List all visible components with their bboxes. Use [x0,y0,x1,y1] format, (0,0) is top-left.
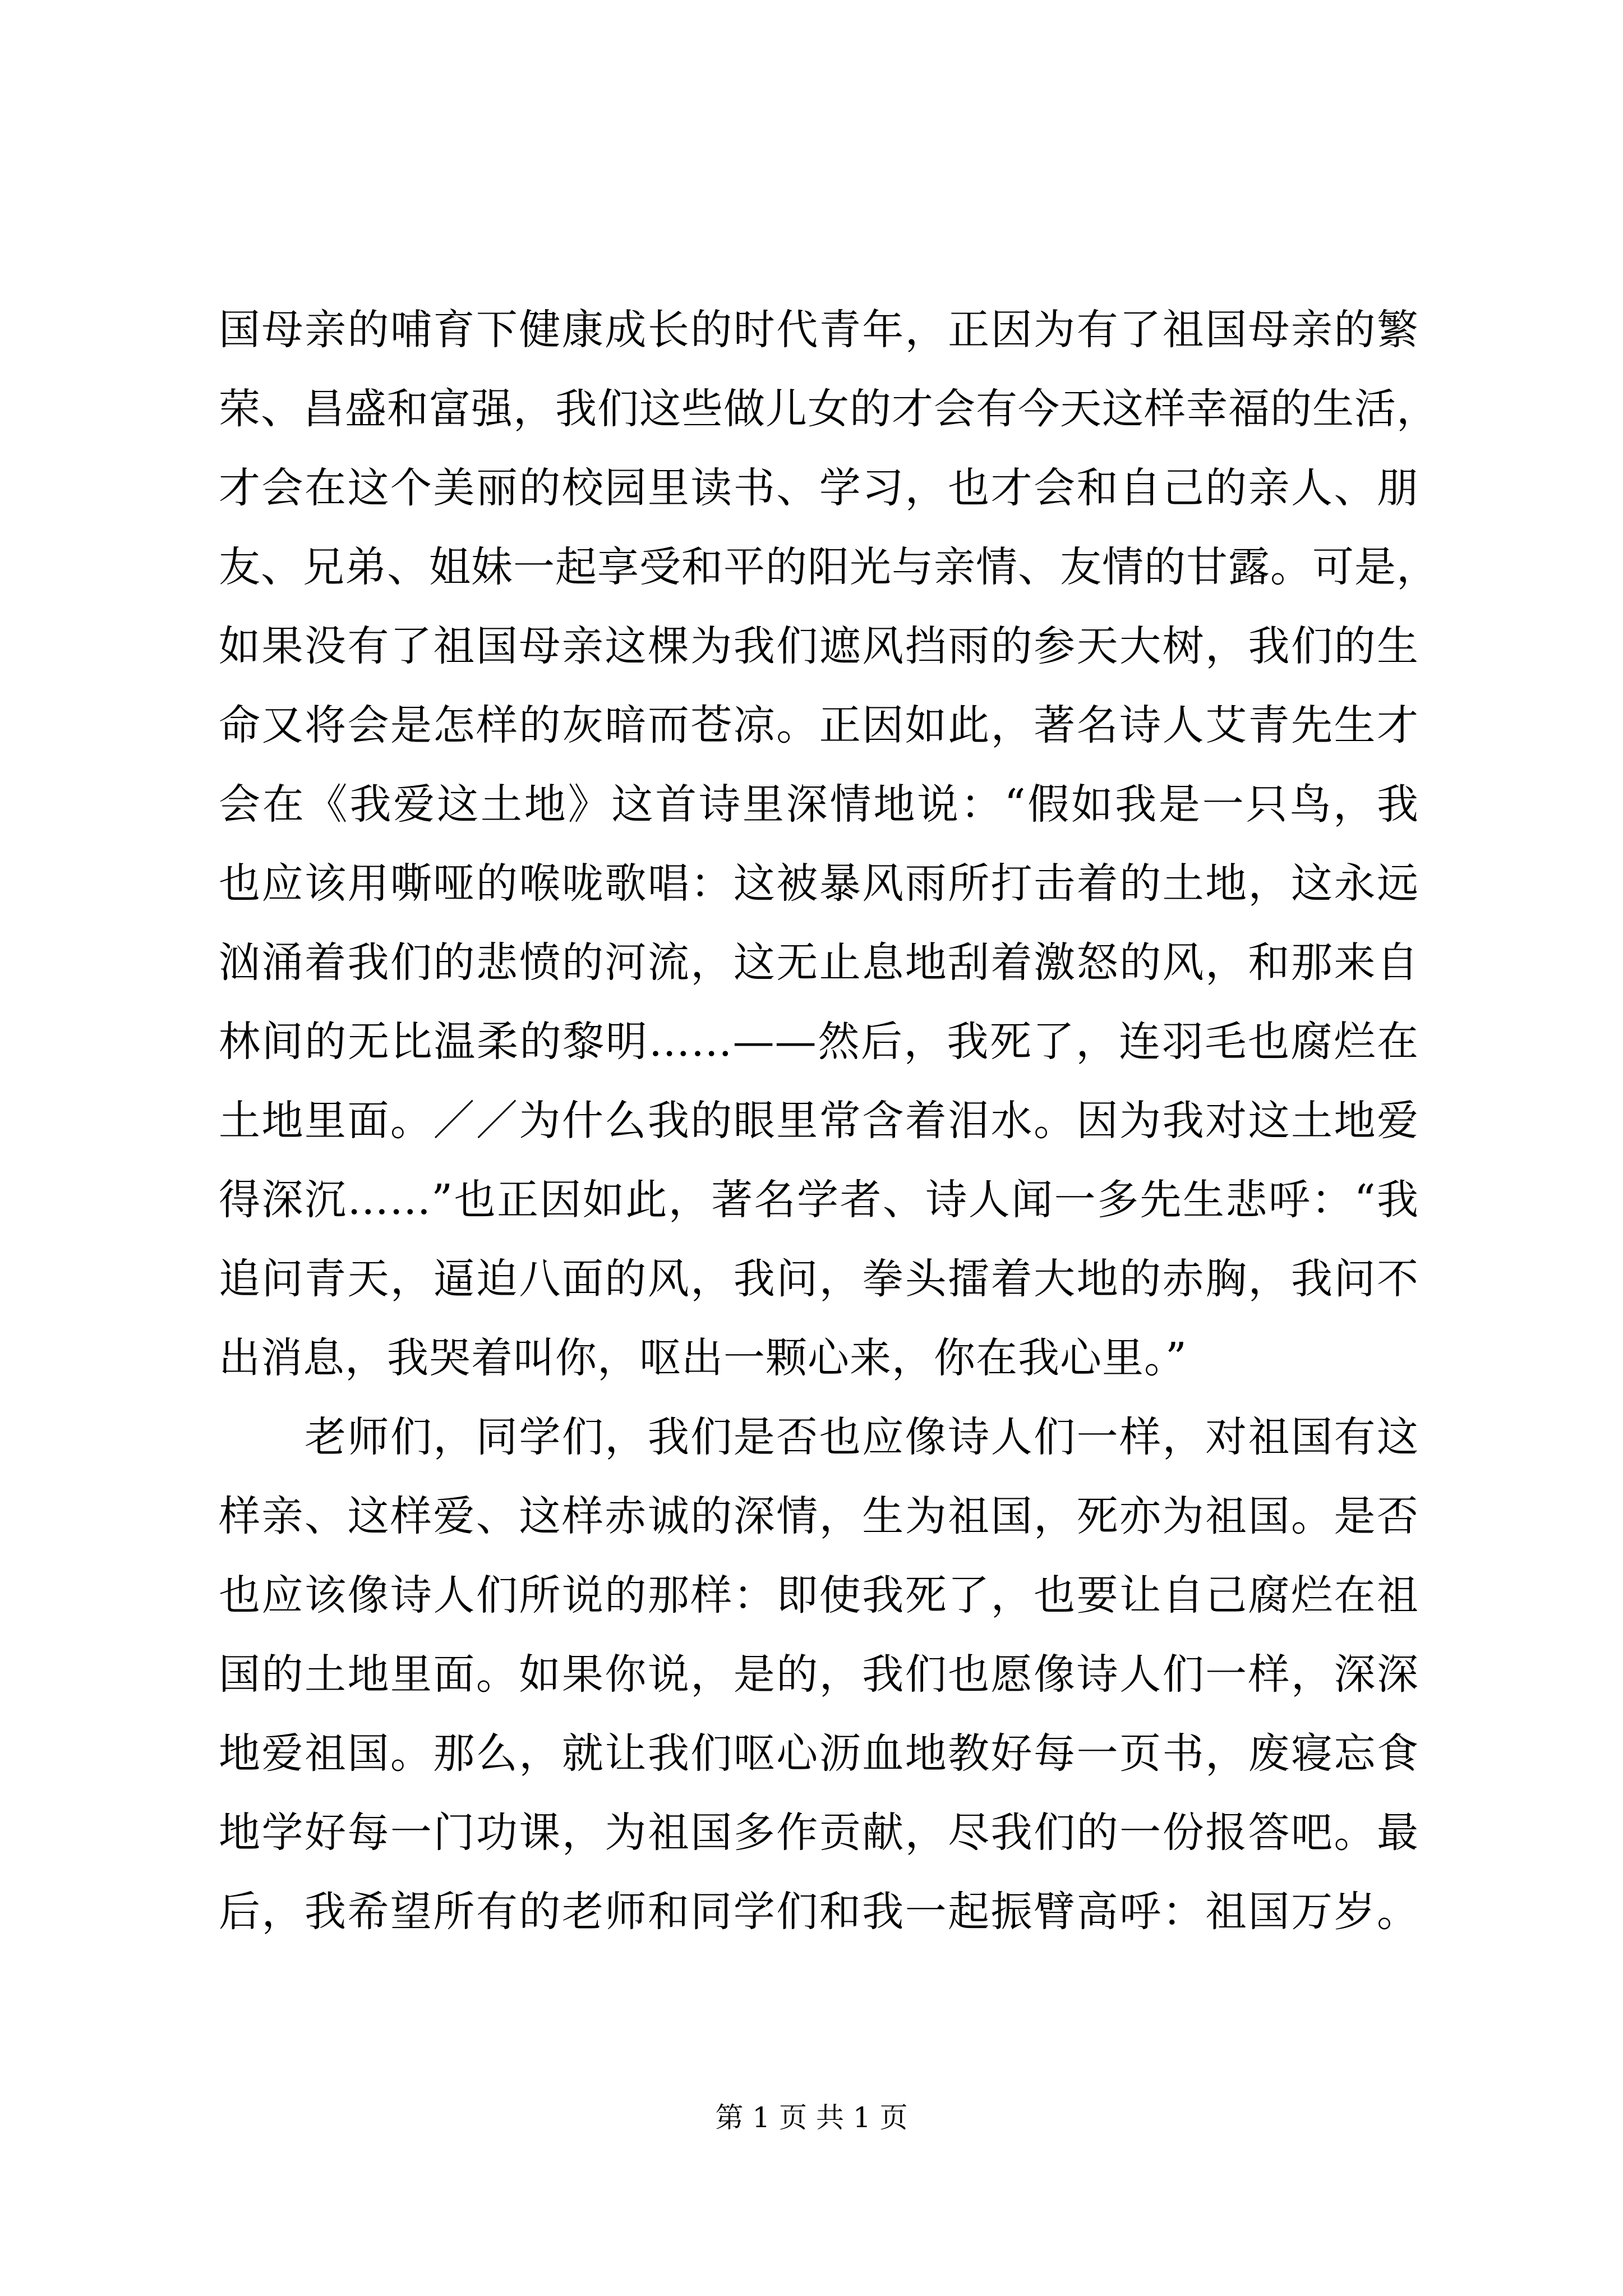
page-number-footer: 第 1 页 共 1 页 [715,2101,908,2134]
body-line: 国的土地里面。如果你说，是的，我们也愿像诗人们一样，深深 [219,1650,1419,1699]
body-line: 才会在这个美丽的校园里读书、学习，也才会和自己的亲人、朋 [219,464,1419,512]
body-line: 样亲、这样爱、这样赤诚的深情，生为祖国，死亦为祖国。是否 [219,1492,1419,1540]
body-line: 地学好每一门功课，为祖国多作贡献，尽我们的一份报答吧。最 [219,1809,1419,1857]
body-line: 也应该像诗人们所说的那样：即使我死了，也要让自己腐烂在祖 [219,1571,1419,1619]
body-line: 汹涌着我们的悲愤的河流，这无止息地刮着激怒的风，和那来自 [219,938,1419,987]
body-line: 友、兄弟、姐妹一起享受和平的阳光与亲情、友情的甘露。可是， [219,543,1438,591]
body-line: 会在《我爱这土地》这首诗里深情地说：“假如我是一只鸟，我 [219,780,1419,829]
body-line: 荣、昌盛和富强，我们这些做儿女的才会有今天这样幸福的生活， [219,385,1438,433]
body-line: 林间的无比温柔的黎明……——然后，我死了，连羽毛也腐烂在 [219,1018,1419,1066]
body-line: 也应该用嘶哑的喉咙歌唱：这被暴风雨所打击着的土地，这永远 [219,859,1419,908]
body-line: 追问青天，逼迫八面的风，我问，拳头擂着大地的赤胸，我问不 [219,1255,1419,1303]
body-line: 国母亲的哺育下健康成长的时代青年，正因为有了祖国母亲的繁 [219,306,1419,354]
body-line: 得深沉……”也正因如此，著名学者、诗人闻一多先生悲呼：“我 [219,1176,1419,1224]
body-line: 如果没有了祖国母亲这棵为我们遮风挡雨的参天大树，我们的生 [219,622,1419,670]
body-line: 命又将会是怎样的灰暗而苍凉。正因如此，著名诗人艾青先生才 [219,701,1419,749]
body-line-paragraph-end: 出消息，我哭着叫你，呕出一颗心来，你在我心里。” [219,1334,1187,1382]
body-line: 地爱祖国。那么，就让我们呕心沥血地教好每一页书，废寝忘食 [219,1729,1419,1778]
body-line: 后，我希望所有的老师和同学们和我一起振臂高呼：祖国万岁。 [219,1888,1419,1936]
body-line-paragraph-start: 老师们，同学们，我们是否也应像诗人们一样，对祖国有这 [219,1413,1419,1461]
body-line: 土地里面。／／为什么我的眼里常含着泪水。因为我对这土地爱 [219,1097,1419,1145]
